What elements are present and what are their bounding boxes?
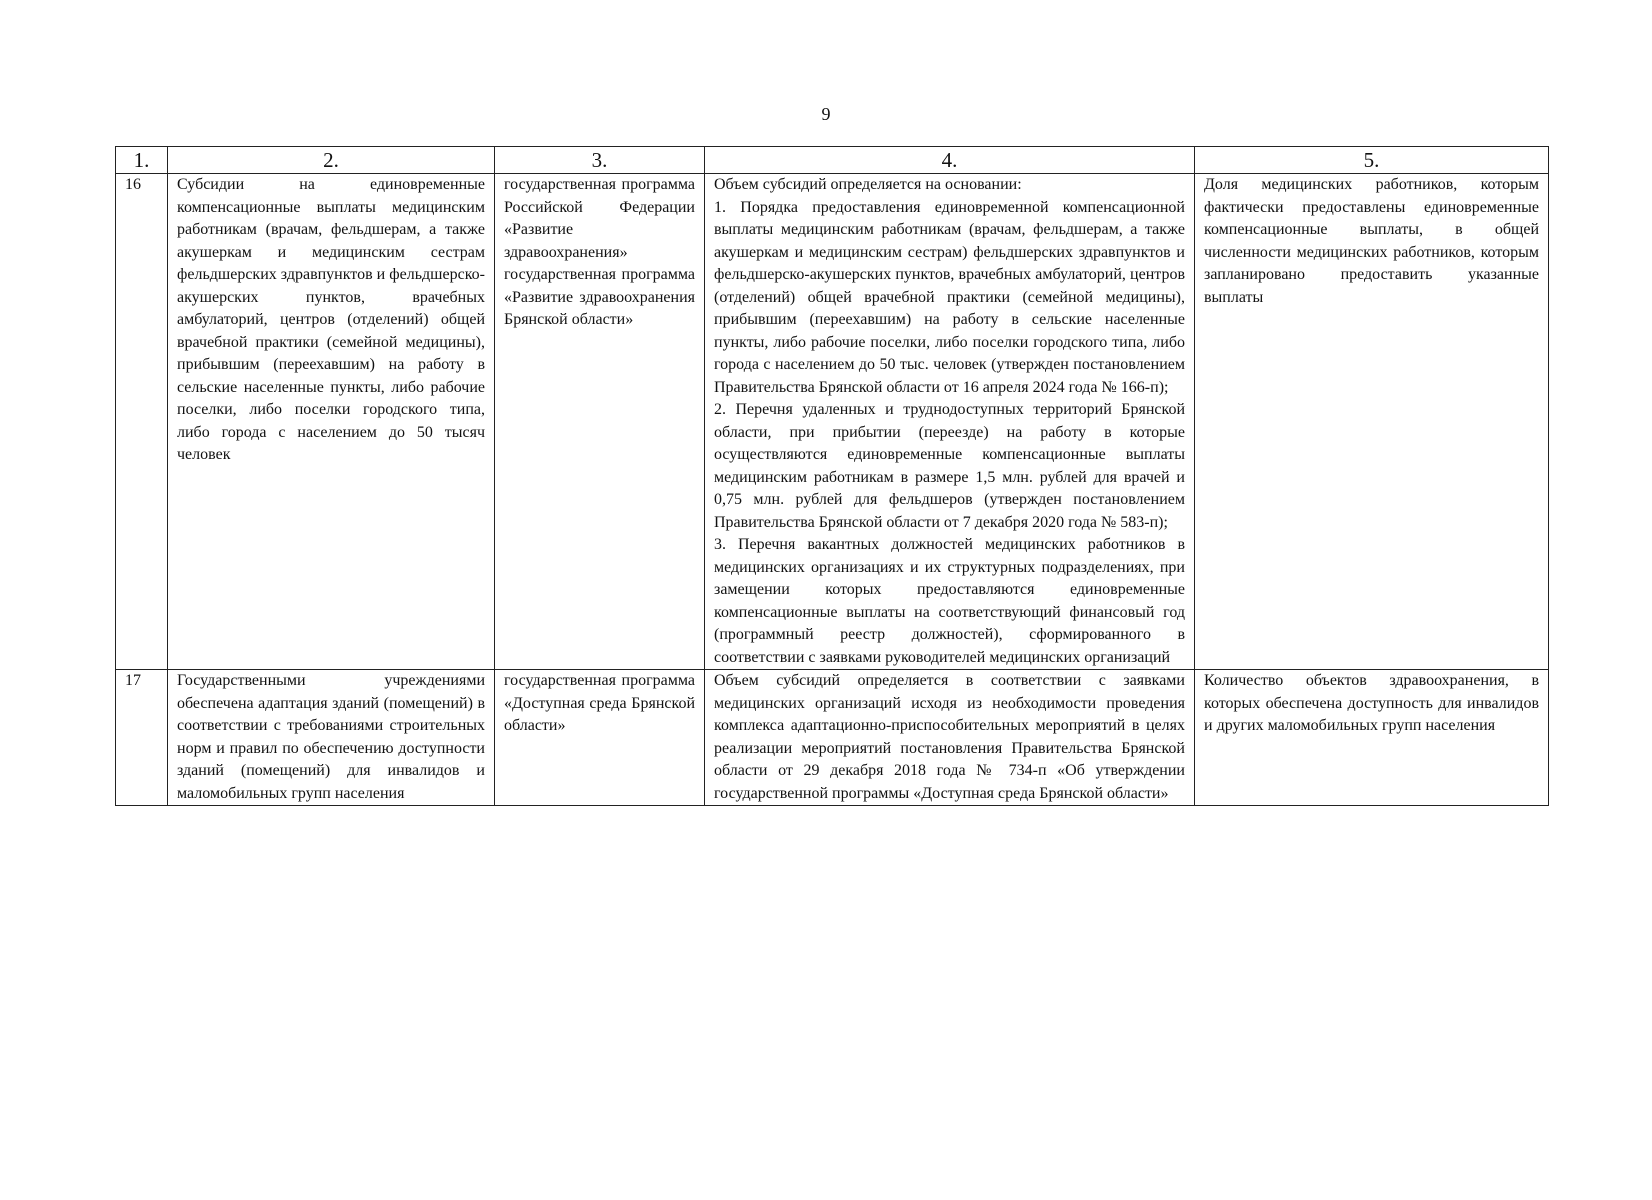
basis-item-3: 3. Перечня вакантных должностей медицинских работников в медицинских организациях и их структурных подразделениях, при замещении которых предоставляются единовременные компенсационные выплаты на соответствующий финансовый год (программный реестр должностей), сформированного в соответствии с заявками руководителей медицинских организаций	[714, 536, 1185, 666]
measures-table	[115, 146, 1549, 806]
row-indicator: Количество объектов здравоохранения, в которых обеспечена доступность для инвалидов и других маломобильных групп населения	[1195, 670, 1549, 806]
row-measure: Субсидии на единовременные компенсационные выплаты медицинским работникам (врачам, фельдшерам, а также акушеркам и медицинским сестрам фельдшерских здравпунктов и фельдшерско-акушерских пунктов, врачебных амбулаторий, центров (отделений) общей врачебной практики (семейной медицины), прибывшим (переехавшим) на работу в сельские населенные пункты, либо рабочие поселки, либо поселки городского типа, либо города с населением до 50 тысяч человек	[168, 174, 495, 670]
basis-item-1: 1. Порядка предоставления единовременной компенсационной выплаты медицинским работникам (врачам, фельдшерам, а также акушеркам и медицинским сестрам) фельдшерских здравпунктов и фельдшерско-акушерских пунктов, врачебных амбулаторий, центров (отделений) общей врачебной практики (семейной медицины), прибывшим (переехавшим) на работу в сельские населенные пункты, либо рабочие поселки, либо поселки городского типа, либо города с населением до 50 тыс. человек (утвержден постановлением Правительства Брянской области от 16 апреля 2024 года № 166-п);	[714, 198, 1185, 396]
basis-intro: Объем субсидий определяется на основании:	[714, 176, 1022, 193]
row-number: 16	[116, 174, 168, 670]
header-col-3: 3.	[495, 147, 705, 174]
basis-item-2: 2. Перечня удаленных и труднодоступных территорий Брянской области, при прибытии (переезде) на работу в которые осуществляются единовременные компенсационные выплаты медицинским работникам в размере 1,5 млн. рублей для врачей и 0,75 млн. рублей для фельдшеров (утвержден постановлением Правительства Брянской области от 7 декабря 2020 года № 583-п);	[714, 401, 1185, 531]
row-basis: Объем субсидий определяется в соответствии с заявками медицинских организаций исходя из необходимости проведения комплекса адаптационно-приспособительных мероприятий в целях реализации мероприятий постановления Правительства Брянской области от 29 декабря 2018 года № 734-п «Об утверждении государственной программы «Доступная среда Брянской области»	[705, 670, 1195, 806]
page-number: 9	[821, 104, 831, 124]
header-col-5: 5.	[1195, 147, 1549, 174]
table-row	[116, 670, 1549, 806]
table-row	[116, 174, 1549, 670]
table-header-row	[116, 147, 1549, 174]
row-measure: Государственными учреждениями обеспечена адаптация зданий (помещений) в соответствии с требованиями строительных норм и правил по обеспечению доступности зданий (помещений) для инвалидов и маломобильных групп населения	[168, 670, 495, 806]
row-indicator: Доля медицинских работников, которым фактически предоставлены единовременные компенсационные выплаты, в общей численности медицинских работников, которым запланировано предоставить указанные выплаты	[1195, 174, 1549, 670]
header-col-2: 2.	[168, 147, 495, 174]
row-number: 17	[116, 670, 168, 806]
header-col-4: 4.	[705, 147, 1195, 174]
row-program: государственная программа «Доступная среда Брянской области»	[495, 670, 705, 806]
row-program: государственная программа Российской Федерации «Развитие здравоохранения» государственная программа «Развитие здравоохранения Брянской области»	[495, 174, 705, 670]
row-basis	[705, 174, 1195, 670]
header-col-1: 1.	[116, 147, 168, 174]
